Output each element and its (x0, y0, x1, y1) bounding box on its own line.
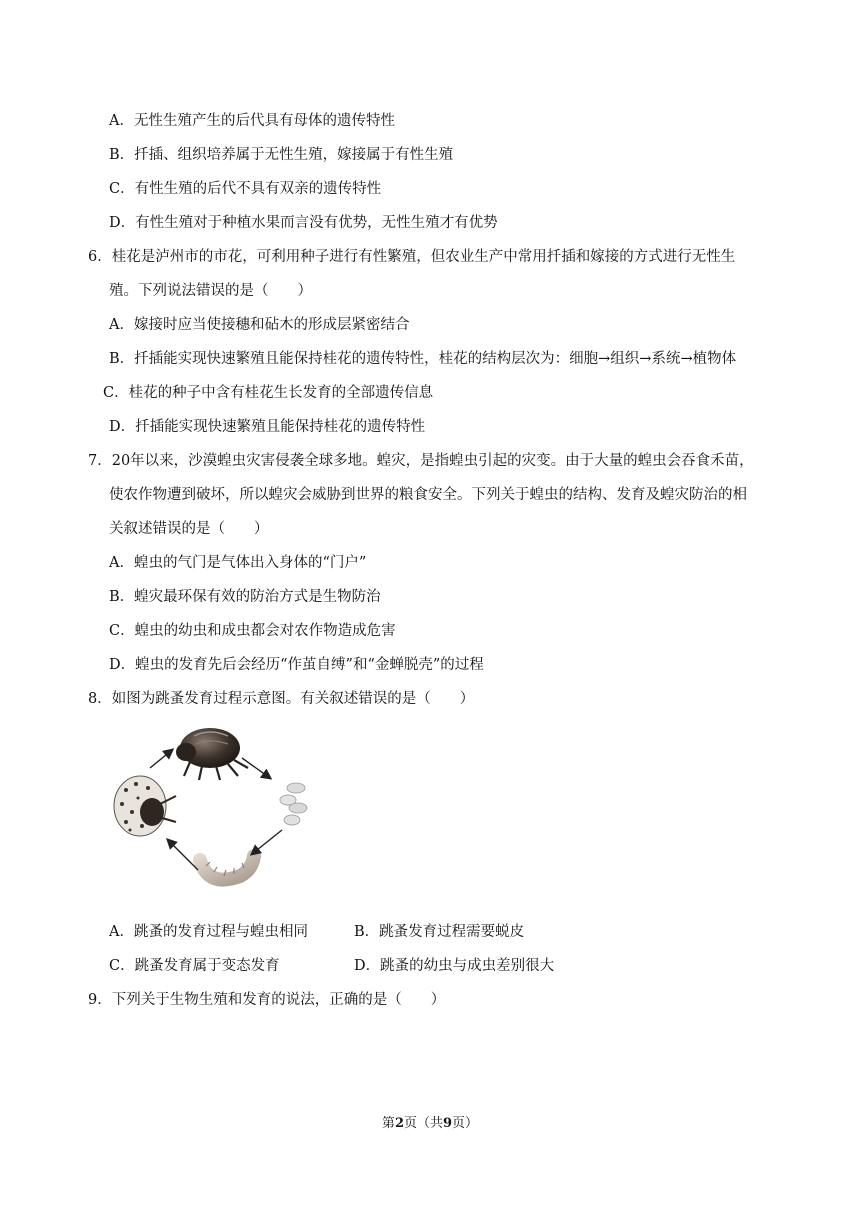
q7-option-c: C．蝗虫的幼虫和成虫都会对农作物造成危害 (109, 623, 396, 639)
arrow-pupa-to-adult (150, 750, 172, 768)
q6-option-d: D．扦插能实现快速繁殖且能保持桂花的遗传特性 (109, 419, 426, 435)
footer-middle: 页（共 (403, 1116, 443, 1131)
q6-option-a: A．嫁接时应当使接穗和砧木的形成层紧密结合 (109, 317, 410, 333)
q7-option-a: A．蝗虫的气门是气体出入身体的“门户” (109, 555, 367, 571)
q7-option-d: D．蝗虫的发育先后会经历“作茧自缚”和“金蝉脱壳”的过程 (109, 657, 484, 673)
q5-option-c: C．有性生殖的后代不具有双亲的遗传特性 (109, 181, 382, 197)
arrow-larva-to-pupa (168, 840, 198, 870)
q6-option-b: B．扦插能实现快速繁殖且能保持桂花的遗传特性，桂花的结构层次为：细胞→组织→系统→植物体 (109, 351, 737, 367)
footer-total-pages: 9 (443, 1116, 453, 1131)
q7-stem-line2: 使农作物遭到破坏，所以蝗灾会威胁到世界的粮食安全。下列关于蝗虫的结构、发育及蝗灾防治的相 (109, 487, 747, 503)
q6-stem-line1: 6．桂花是泸州市的市花，可利用种子进行有性繁殖，但农业生产中常用扦插和嫁接的方式进行无性生 (88, 249, 736, 265)
footer-prefix: 第 (381, 1116, 395, 1131)
q5-option-d: D．有性生殖对于种植水果而言没有优势，无性生殖才有优势 (109, 215, 498, 231)
q8-option-a: A．跳蚤的发育过程与蝗虫相同 (109, 924, 308, 940)
q7-stem-line1: 7．20年以来，沙漠蝗虫灾害侵袭全球多地。蝗灾，是指蝗虫引起的灾变。由于大量的蝗虫会吞食禾苗， (88, 453, 754, 469)
q8-option-d: D．跳蚤的幼虫与成虫差别很大 (354, 958, 555, 974)
q5-option-a: A．无性生殖产生的后代具有母体的遗传特性 (109, 113, 395, 129)
q8-option-b: B．跳蚤发育过程需要蜕皮 (354, 924, 525, 940)
eggs-image (280, 783, 307, 825)
q9-stem: 9．下列关于生物生殖和发育的说法，正确的是（ ） (88, 992, 446, 1008)
q5-option-b: B．扦插、组织培养属于无性生殖，嫁接属于有性生殖 (109, 147, 454, 163)
q8-option-c: C．跳蚤发育属于变态发育 (109, 958, 280, 974)
flea-lifecycle-figure (102, 720, 322, 890)
larva-image (200, 856, 254, 880)
footer-page-number: 2 (394, 1116, 404, 1131)
footer-suffix: 页） (452, 1116, 479, 1131)
q7-stem-line3: 关叙述错误的是（ ） (109, 521, 269, 537)
adult-flea-image (176, 728, 248, 780)
page-footer (0, 1112, 860, 1131)
q7-option-b: B．蝗灾最环保有效的防治方式是生物防治 (109, 589, 381, 605)
pupa-cocoon-image (114, 776, 176, 836)
q8-stem: 8．如图为跳蚤发育过程示意图。有关叙述错误的是（ ） (88, 691, 475, 707)
q6-stem-line2: 殖。下列说法错误的是（ ） (109, 283, 312, 299)
arrow-eggs-to-larva (252, 830, 282, 854)
q6-option-c: C．桂花的种子中含有桂花生长发育的全部遗传信息 (103, 385, 434, 401)
